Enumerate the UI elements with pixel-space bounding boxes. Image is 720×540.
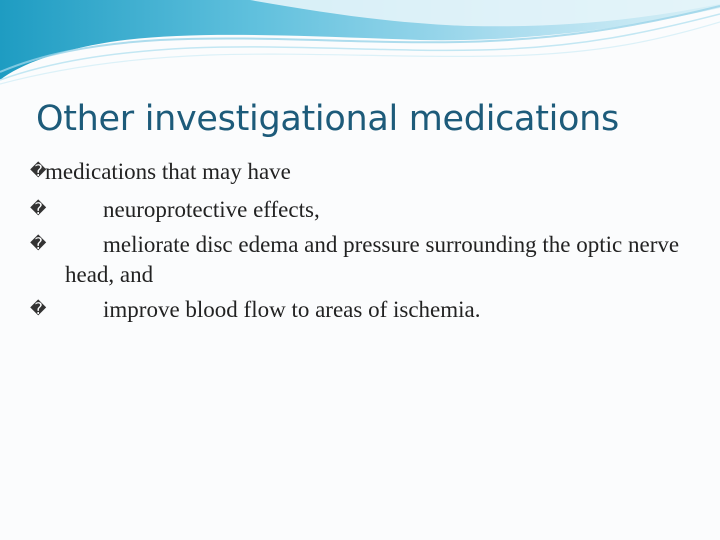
- slide-title: Other investigational medications: [36, 99, 619, 139]
- list-item: [30, 295, 680, 325]
- bullet-marker-icon: �: [30, 234, 47, 253]
- list-item: [30, 157, 680, 187]
- header-wave-decoration: [0, 0, 720, 90]
- bullet-text: medications that may have: [45, 159, 291, 184]
- list-item: [30, 230, 680, 290]
- bullet-text: neuroprotective effects,: [103, 197, 320, 222]
- bullet-marker-icon: �: [30, 161, 47, 180]
- bullet-list: [30, 157, 680, 330]
- bullet-text: meliorate disc edema and pressure surrounding the optic nerve head, and: [65, 232, 680, 287]
- bullet-marker-icon: �: [30, 199, 47, 218]
- bullet-marker-icon: �: [30, 299, 47, 318]
- bullet-text: improve blood flow to areas of ischemia.: [103, 297, 481, 322]
- list-item: [30, 195, 680, 225]
